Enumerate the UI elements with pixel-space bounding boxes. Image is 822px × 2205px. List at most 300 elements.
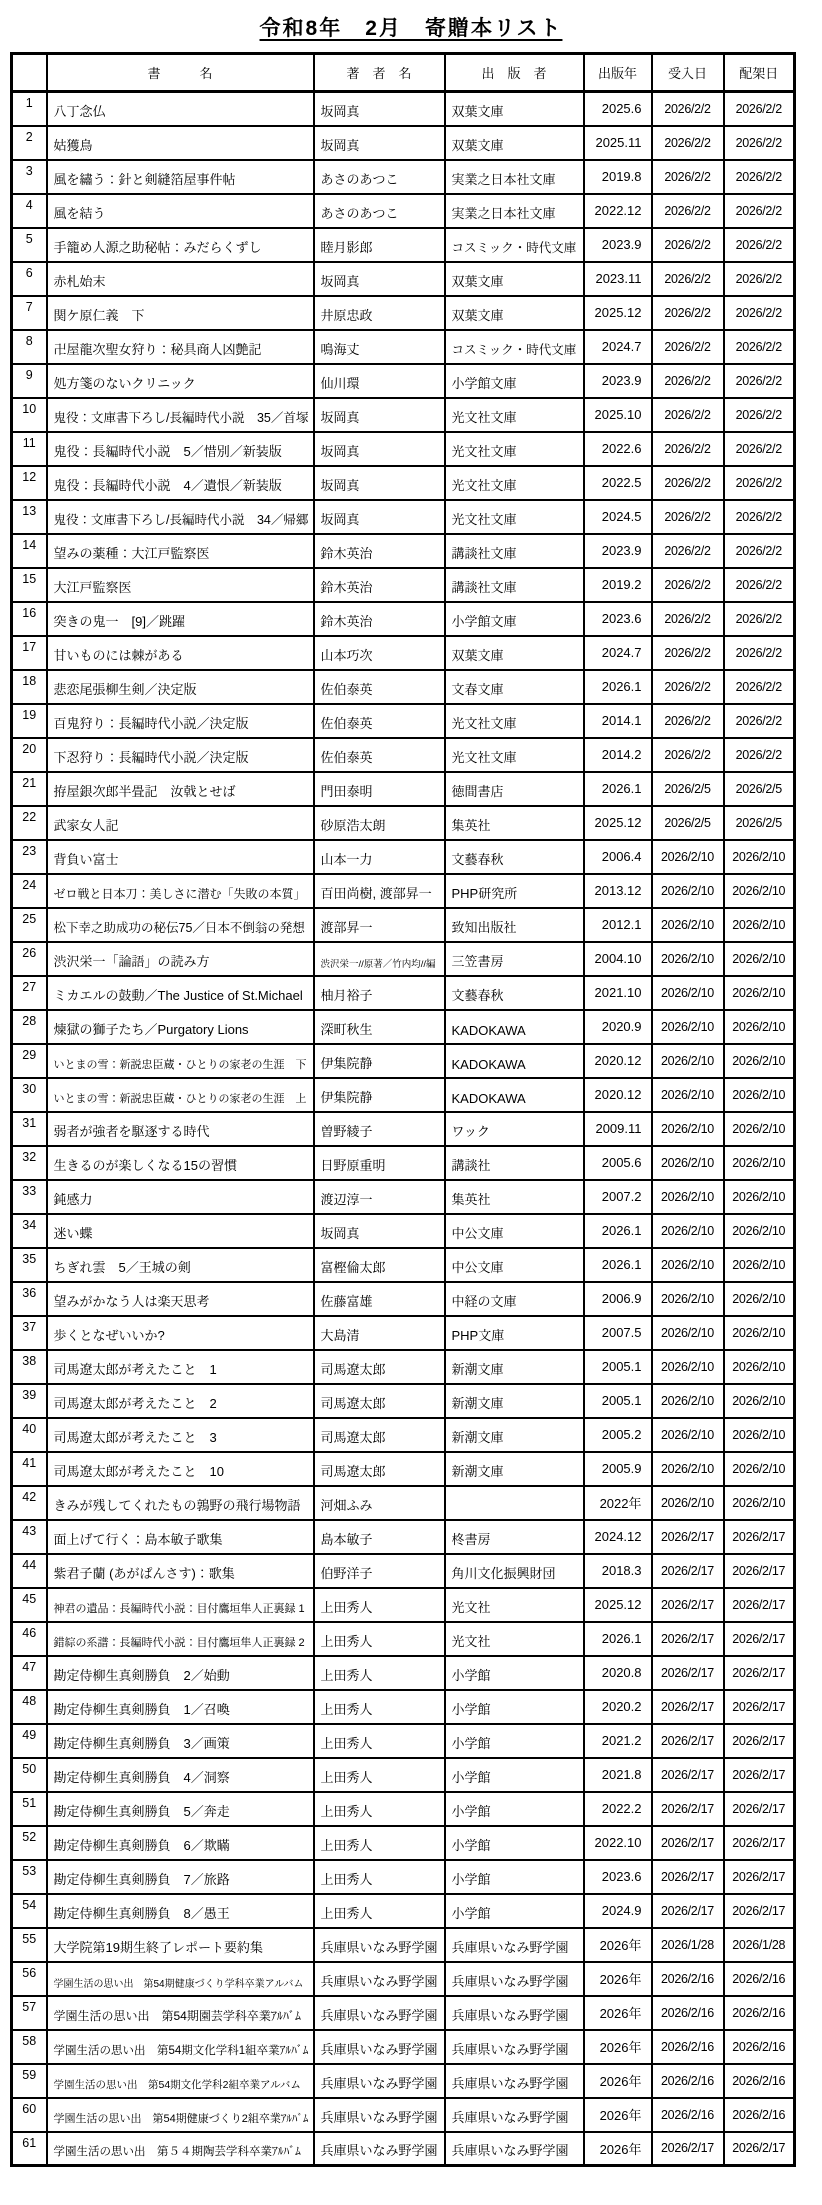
cell-accept-date: 2026/2/10: [652, 1146, 724, 1180]
cell-accept-date: 2026/2/10: [652, 874, 724, 908]
cell-publisher: 文春文庫: [445, 670, 584, 704]
cell-publication-year: 2006.9: [584, 1282, 652, 1316]
table-row: [12, 534, 795, 568]
cell-book-title: 赤札始末: [47, 262, 314, 296]
cell-shelf-date: 2026/2/10: [724, 942, 795, 976]
cell-publication-year: 2022.12: [584, 194, 652, 228]
cell-row-number: 60: [12, 2098, 47, 2132]
cell-publisher: 光文社文庫: [445, 738, 584, 772]
table-row: [12, 194, 795, 228]
cell-book-title: 勘定侍柳生真剣勝負 5／奔走: [47, 1792, 314, 1826]
cell-publication-year: 2026.1: [584, 772, 652, 806]
cell-publication-year: 2021.10: [584, 976, 652, 1010]
cell-row-number: 7: [12, 296, 47, 330]
cell-author: 司馬遼太郎: [314, 1384, 445, 1418]
cell-row-number: 38: [12, 1350, 47, 1384]
cell-book-title: 拵屋銀次郎半畳記 汝戟とせば: [47, 772, 314, 806]
table-row: [12, 1282, 795, 1316]
cell-row-number: 36: [12, 1282, 47, 1316]
cell-row-number: 30: [12, 1078, 47, 1112]
table-row: [12, 704, 795, 738]
cell-shelf-date: 2026/2/17: [724, 1588, 795, 1622]
cell-publisher: PHP研究所: [445, 874, 584, 908]
cell-publisher: 双葉文庫: [445, 92, 584, 126]
cell-accept-date: 2026/2/2: [652, 738, 724, 772]
cell-publication-year: 2007.2: [584, 1180, 652, 1214]
cell-shelf-date: 2026/2/10: [724, 1486, 795, 1520]
table-row: [12, 1554, 795, 1588]
cell-shelf-date: 2026/2/10: [724, 874, 795, 908]
cell-publication-year: 2021.2: [584, 1724, 652, 1758]
cell-author: 仙川環: [314, 364, 445, 398]
cell-accept-date: 2026/2/2: [652, 534, 724, 568]
cell-accept-date: 2026/2/2: [652, 364, 724, 398]
cell-row-number: 61: [12, 2132, 47, 2166]
cell-shelf-date: 2026/2/10: [724, 1282, 795, 1316]
cell-shelf-date: 2026/2/17: [724, 1520, 795, 1554]
cell-publication-year: 2022.5: [584, 466, 652, 500]
cell-author: 山本一力: [314, 840, 445, 874]
cell-accept-date: 2026/2/16: [652, 1962, 724, 1996]
cell-publisher: コスミック・時代文庫: [445, 330, 584, 364]
cell-publisher: 双葉文庫: [445, 296, 584, 330]
table-row: [12, 1112, 795, 1146]
cell-publication-year: 2024.9: [584, 1894, 652, 1928]
cell-publication-year: 2020.8: [584, 1656, 652, 1690]
cell-publisher: 小学館: [445, 1656, 584, 1690]
table-row: [12, 1860, 795, 1894]
cell-publication-year: 2009.11: [584, 1112, 652, 1146]
cell-accept-date: 2026/2/10: [652, 1044, 724, 1078]
cell-shelf-date: 2026/2/2: [724, 738, 795, 772]
cell-publisher: 講談社文庫: [445, 534, 584, 568]
cell-shelf-date: 2026/2/2: [724, 500, 795, 534]
cell-row-number: 42: [12, 1486, 47, 1520]
cell-publisher: 兵庫県いなみ野学園: [445, 1996, 584, 2030]
cell-publisher: 光文社文庫: [445, 500, 584, 534]
cell-book-title: 学園生活の思い出 第54期文化学科1組卒業ｱﾙﾊﾞﾑ: [47, 2030, 314, 2064]
cell-publisher: 小学館: [445, 1860, 584, 1894]
cell-publisher: 講談社: [445, 1146, 584, 1180]
cell-row-number: 33: [12, 1180, 47, 1214]
cell-publisher: 致知出版社: [445, 908, 584, 942]
cell-accept-date: 2026/2/10: [652, 1486, 724, 1520]
cell-accept-date: 2026/2/10: [652, 840, 724, 874]
table-row: [12, 976, 795, 1010]
cell-publication-year: 2006.4: [584, 840, 652, 874]
cell-accept-date: 2026/2/2: [652, 160, 724, 194]
cell-book-title: 姑獲鳥: [47, 126, 314, 160]
table-row: [12, 874, 795, 908]
cell-accept-date: 2026/2/10: [652, 942, 724, 976]
cell-publisher: 小学館: [445, 1826, 584, 1860]
cell-shelf-date: 2026/2/16: [724, 2064, 795, 2098]
cell-row-number: 27: [12, 976, 47, 1010]
cell-accept-date: 2026/2/10: [652, 1282, 724, 1316]
cell-accept-date: 2026/2/17: [652, 1894, 724, 1928]
cell-book-title: 勘定侍柳生真剣勝負 2／始動: [47, 1656, 314, 1690]
cell-row-number: 9: [12, 364, 47, 398]
cell-book-title: 勘定侍柳生真剣勝負 3／画策: [47, 1724, 314, 1758]
cell-publisher: 角川文化振興財団: [445, 1554, 584, 1588]
cell-author: 坂岡真: [314, 466, 445, 500]
cell-row-number: 26: [12, 942, 47, 976]
cell-publication-year: 2004.10: [584, 942, 652, 976]
cell-publisher: 光文社: [445, 1622, 584, 1656]
cell-publisher: 光文社: [445, 1588, 584, 1622]
cell-shelf-date: 2026/2/2: [724, 466, 795, 500]
cell-publication-year: 2024.7: [584, 636, 652, 670]
header-shelf-date: 配架日: [724, 54, 795, 92]
cell-book-title: 鬼役：文庫書下ろし/長編時代小説 34／帰郷: [47, 500, 314, 534]
cell-publisher: 新潮文庫: [445, 1384, 584, 1418]
cell-book-title: 鬼役：長編時代小説 5／惜別／新装版: [47, 432, 314, 466]
cell-book-title: 司馬遼太郎が考えたこと 1: [47, 1350, 314, 1384]
cell-row-number: 16: [12, 602, 47, 636]
table-row: [12, 466, 795, 500]
table-row: [12, 1622, 795, 1656]
header-book-title: 書 名: [47, 54, 314, 92]
table-row: [12, 1180, 795, 1214]
cell-author: 砂原浩太朗: [314, 806, 445, 840]
cell-book-title: 学園生活の思い出 第54期健康づくり学科卒業アルバム: [47, 1962, 314, 1996]
cell-shelf-date: 2026/2/2: [724, 398, 795, 432]
table-row: [12, 92, 795, 126]
cell-shelf-date: 2026/2/17: [724, 1656, 795, 1690]
cell-accept-date: 2026/2/10: [652, 1384, 724, 1418]
cell-accept-date: 2026/2/10: [652, 908, 724, 942]
cell-row-number: 23: [12, 840, 47, 874]
table-row: [12, 1350, 795, 1384]
cell-book-title: ゼロ戦と日本刀：美しさに潜む「失敗の本質」: [47, 874, 314, 908]
table-row: [12, 1248, 795, 1282]
table-row: [12, 1486, 795, 1520]
cell-row-number: 34: [12, 1214, 47, 1248]
cell-author: あさのあつこ: [314, 194, 445, 228]
cell-book-title: きみが残してくれたもの鶉野の飛行場物語: [47, 1486, 314, 1520]
table-row: [12, 296, 795, 330]
cell-row-number: 29: [12, 1044, 47, 1078]
cell-book-title: 面上げて行く：島本敏子歌集: [47, 1520, 314, 1554]
cell-publisher: コスミック・時代文庫: [445, 228, 584, 262]
cell-accept-date: 2026/2/17: [652, 1656, 724, 1690]
cell-publication-year: 2026年: [584, 2132, 652, 2166]
cell-book-title: ミカエルの鼓動／The Justice of St.Michael: [47, 976, 314, 1010]
cell-accept-date: 2026/2/2: [652, 92, 724, 126]
cell-accept-date: 2026/2/16: [652, 2098, 724, 2132]
cell-shelf-date: 2026/2/2: [724, 602, 795, 636]
cell-author: 伊集院静: [314, 1044, 445, 1078]
cell-book-title: 弱者が強者を駆逐する時代: [47, 1112, 314, 1146]
cell-row-number: 3: [12, 160, 47, 194]
table-row: [12, 2030, 795, 2064]
cell-shelf-date: 2026/2/2: [724, 92, 795, 126]
cell-author: 兵庫県いなみ野学園: [314, 1996, 445, 2030]
cell-publisher: 光文社文庫: [445, 466, 584, 500]
cell-author: 兵庫県いなみ野学園: [314, 1962, 445, 1996]
cell-accept-date: 2026/2/2: [652, 432, 724, 466]
cell-publication-year: 2025.12: [584, 296, 652, 330]
cell-publication-year: 2023.9: [584, 534, 652, 568]
cell-accept-date: 2026/2/10: [652, 1418, 724, 1452]
cell-publication-year: 2026.1: [584, 1214, 652, 1248]
cell-row-number: 14: [12, 534, 47, 568]
table-row: [12, 1418, 795, 1452]
cell-row-number: 58: [12, 2030, 47, 2064]
cell-accept-date: 2026/2/10: [652, 1112, 724, 1146]
table-row: [12, 1826, 795, 1860]
cell-shelf-date: 2026/2/5: [724, 806, 795, 840]
cell-book-title: 卍屋龍次聖女狩り：秘具商人凶艶記: [47, 330, 314, 364]
cell-publisher: 兵庫県いなみ野学園: [445, 2132, 584, 2166]
cell-book-title: 煉獄の獅子たち／Purgatory Lions: [47, 1010, 314, 1044]
cell-publication-year: 2005.2: [584, 1418, 652, 1452]
header-row-number: [12, 54, 47, 92]
cell-row-number: 28: [12, 1010, 47, 1044]
cell-publisher: PHP文庫: [445, 1316, 584, 1350]
cell-row-number: 48: [12, 1690, 47, 1724]
cell-book-title: 背負い富士: [47, 840, 314, 874]
cell-author: 兵庫県いなみ野学園: [314, 2132, 445, 2166]
cell-publisher: 集英社: [445, 806, 584, 840]
table-row: [12, 1146, 795, 1180]
cell-row-number: 13: [12, 500, 47, 534]
cell-author: 柚月裕子: [314, 976, 445, 1010]
cell-publisher: ワック: [445, 1112, 584, 1146]
cell-accept-date: 2026/2/2: [652, 126, 724, 160]
cell-shelf-date: 2026/2/16: [724, 1962, 795, 1996]
cell-publication-year: 2024.7: [584, 330, 652, 364]
cell-accept-date: 2026/2/10: [652, 1452, 724, 1486]
table-row: [12, 160, 795, 194]
cell-shelf-date: 2026/2/2: [724, 364, 795, 398]
cell-shelf-date: 2026/2/2: [724, 296, 795, 330]
cell-book-title: 望みの薬種：大江戸監察医: [47, 534, 314, 568]
cell-accept-date: 2026/2/17: [652, 1826, 724, 1860]
cell-book-title: 勘定侍柳生真剣勝負 4／洞察: [47, 1758, 314, 1792]
table-row: [12, 1690, 795, 1724]
table-row: [12, 1996, 795, 2030]
cell-publication-year: 2026年: [584, 2098, 652, 2132]
cell-publisher: 新潮文庫: [445, 1350, 584, 1384]
cell-row-number: 59: [12, 2064, 47, 2098]
cell-accept-date: 2026/2/2: [652, 296, 724, 330]
cell-author: 山本巧次: [314, 636, 445, 670]
table-row: [12, 1962, 795, 1996]
table-row: [12, 1010, 795, 1044]
cell-shelf-date: 2026/2/10: [724, 1418, 795, 1452]
cell-book-title: 武家女人記: [47, 806, 314, 840]
cell-author: あさのあつこ: [314, 160, 445, 194]
cell-accept-date: 2026/1/28: [652, 1928, 724, 1962]
cell-publication-year: 2005.1: [584, 1384, 652, 1418]
cell-row-number: 32: [12, 1146, 47, 1180]
cell-accept-date: 2026/2/16: [652, 2064, 724, 2098]
cell-accept-date: 2026/2/2: [652, 194, 724, 228]
table-row: [12, 2064, 795, 2098]
cell-book-title: 突きの鬼一 [9]／跳躍: [47, 602, 314, 636]
cell-book-title: 鬼役：文庫書下ろし/長編時代小説 35／首塚: [47, 398, 314, 432]
cell-book-title: 甘いものには棘がある: [47, 636, 314, 670]
cell-accept-date: 2026/2/10: [652, 1214, 724, 1248]
cell-publisher: 徳間書店: [445, 772, 584, 806]
cell-row-number: 40: [12, 1418, 47, 1452]
cell-book-title: 百鬼狩り：長編時代小説／決定版: [47, 704, 314, 738]
cell-author: 佐伯泰英: [314, 738, 445, 772]
cell-book-title: 学園生活の思い出 第54期文化学科2組卒業アルバム: [47, 2064, 314, 2098]
cell-publisher: 講談社文庫: [445, 568, 584, 602]
cell-shelf-date: 2026/2/10: [724, 1146, 795, 1180]
cell-publication-year: 2022.2: [584, 1792, 652, 1826]
cell-author: 兵庫県いなみ野学園: [314, 2064, 445, 2098]
table-header-row: [12, 54, 795, 92]
cell-author: 坂岡真: [314, 398, 445, 432]
cell-shelf-date: 2026/2/2: [724, 568, 795, 602]
cell-book-title: 学園生活の思い出 第54期園芸学科卒業ｱﾙﾊﾞﾑ: [47, 1996, 314, 2030]
cell-publisher: 双葉文庫: [445, 262, 584, 296]
cell-accept-date: 2026/2/17: [652, 1588, 724, 1622]
cell-book-title: 処方箋のないクリニック: [47, 364, 314, 398]
cell-shelf-date: 2026/2/5: [724, 772, 795, 806]
cell-shelf-date: 2026/2/17: [724, 1758, 795, 1792]
cell-publication-year: 2026年: [584, 1962, 652, 1996]
cell-author: 河畑ふみ: [314, 1486, 445, 1520]
cell-book-title: 望みがかなう人は楽天思考: [47, 1282, 314, 1316]
cell-row-number: 55: [12, 1928, 47, 1962]
cell-book-title: 勘定侍柳生真剣勝負 7／旅路: [47, 1860, 314, 1894]
cell-author: 佐伯泰英: [314, 704, 445, 738]
cell-author: 深町秋生: [314, 1010, 445, 1044]
table-row: [12, 1520, 795, 1554]
cell-accept-date: 2026/2/2: [652, 636, 724, 670]
cell-accept-date: 2026/2/2: [652, 602, 724, 636]
cell-author: 坂岡真: [314, 1214, 445, 1248]
cell-row-number: 45: [12, 1588, 47, 1622]
cell-author: 上田秀人: [314, 1894, 445, 1928]
cell-author: 鈴木英治: [314, 602, 445, 636]
cell-publication-year: 2023.11: [584, 262, 652, 296]
cell-publication-year: 2025.11: [584, 126, 652, 160]
cell-shelf-date: 2026/2/17: [724, 2132, 795, 2166]
cell-book-title: 渋沢栄一「論語」の読み方: [47, 942, 314, 976]
cell-shelf-date: 2026/2/17: [724, 1826, 795, 1860]
table-row: [12, 432, 795, 466]
cell-shelf-date: 2026/2/2: [724, 126, 795, 160]
cell-book-title: 手籠め人源之助秘帖：みだらくずし: [47, 228, 314, 262]
cell-shelf-date: 2026/2/10: [724, 1010, 795, 1044]
cell-row-number: 6: [12, 262, 47, 296]
cell-publication-year: 2005.1: [584, 1350, 652, 1384]
cell-author: 兵庫県いなみ野学園: [314, 2098, 445, 2132]
cell-accept-date: 2026/2/17: [652, 1622, 724, 1656]
cell-accept-date: 2026/2/17: [652, 1554, 724, 1588]
cell-book-title: 神君の遺品：長編時代小説：目付鷹垣隼人正裏録 1: [47, 1588, 314, 1622]
cell-author: 渋沢栄一//原著／竹内均//編: [314, 942, 445, 976]
cell-shelf-date: 2026/2/2: [724, 704, 795, 738]
cell-accept-date: 2026/2/2: [652, 466, 724, 500]
cell-shelf-date: 2026/2/2: [724, 262, 795, 296]
cell-row-number: 24: [12, 874, 47, 908]
cell-shelf-date: 2026/2/10: [724, 840, 795, 874]
cell-row-number: 18: [12, 670, 47, 704]
cell-publication-year: 2018.3: [584, 1554, 652, 1588]
header-author: 著 者 名: [314, 54, 445, 92]
cell-publisher: 光文社文庫: [445, 398, 584, 432]
cell-shelf-date: 2026/2/16: [724, 2030, 795, 2064]
table-row: [12, 772, 795, 806]
cell-shelf-date: 2026/2/10: [724, 1248, 795, 1282]
table-row: [12, 738, 795, 772]
cell-author: 兵庫県いなみ野学園: [314, 2030, 445, 2064]
cell-author: 上田秀人: [314, 1826, 445, 1860]
cell-author: 坂岡真: [314, 92, 445, 126]
cell-book-title: ちぎれ雲 5／王城の剣: [47, 1248, 314, 1282]
cell-author: 上田秀人: [314, 1690, 445, 1724]
table-row: [12, 1384, 795, 1418]
cell-row-number: 31: [12, 1112, 47, 1146]
table-row: [12, 1316, 795, 1350]
cell-row-number: 35: [12, 1248, 47, 1282]
cell-accept-date: 2026/2/16: [652, 1996, 724, 2030]
cell-accept-date: 2026/2/10: [652, 1180, 724, 1214]
cell-publisher: 実業之日本社文庫: [445, 194, 584, 228]
cell-shelf-date: 2026/2/2: [724, 432, 795, 466]
cell-publication-year: 2022.6: [584, 432, 652, 466]
header-publisher: 出 版 者: [445, 54, 584, 92]
cell-publication-year: 2023.6: [584, 1860, 652, 1894]
header-accept-date: 受入日: [652, 54, 724, 92]
cell-accept-date: 2026/2/10: [652, 1248, 724, 1282]
cell-shelf-date: 2026/2/2: [724, 194, 795, 228]
cell-publication-year: 2021.8: [584, 1758, 652, 1792]
cell-shelf-date: 2026/2/16: [724, 1996, 795, 2030]
cell-author: 上田秀人: [314, 1724, 445, 1758]
cell-shelf-date: 2026/2/17: [724, 1792, 795, 1826]
table-row: [12, 1452, 795, 1486]
cell-accept-date: 2026/2/17: [652, 1860, 724, 1894]
cell-accept-date: 2026/2/2: [652, 262, 724, 296]
cell-publisher: 小学館文庫: [445, 602, 584, 636]
table-row: [12, 2098, 795, 2132]
cell-publication-year: 2020.9: [584, 1010, 652, 1044]
cell-publication-year: 2024.5: [584, 500, 652, 534]
cell-author: 井原忠政: [314, 296, 445, 330]
cell-publisher: 小学館: [445, 1894, 584, 1928]
cell-shelf-date: 2026/2/17: [724, 1554, 795, 1588]
table-row: [12, 1656, 795, 1690]
cell-shelf-date: 2026/1/28: [724, 1928, 795, 1962]
cell-publication-year: 2025.12: [584, 806, 652, 840]
cell-shelf-date: 2026/2/2: [724, 160, 795, 194]
cell-accept-date: 2026/2/17: [652, 1690, 724, 1724]
cell-accept-date: 2026/2/5: [652, 772, 724, 806]
cell-publisher: 柊書房: [445, 1520, 584, 1554]
cell-author: 司馬遼太郎: [314, 1452, 445, 1486]
cell-book-title: 迷い蝶: [47, 1214, 314, 1248]
cell-publisher: 兵庫県いなみ野学園: [445, 2030, 584, 2064]
cell-accept-date: 2026/2/5: [652, 806, 724, 840]
cell-author: 鈴木英治: [314, 534, 445, 568]
cell-publisher: 双葉文庫: [445, 636, 584, 670]
cell-book-title: 関ケ原仁義 下: [47, 296, 314, 330]
cell-row-number: 53: [12, 1860, 47, 1894]
cell-author: 日野原重明: [314, 1146, 445, 1180]
table-row: [12, 1724, 795, 1758]
cell-accept-date: 2026/2/10: [652, 1078, 724, 1112]
cell-author: 坂岡真: [314, 432, 445, 466]
cell-publication-year: 2019.8: [584, 160, 652, 194]
cell-author: 渡部昇一: [314, 908, 445, 942]
